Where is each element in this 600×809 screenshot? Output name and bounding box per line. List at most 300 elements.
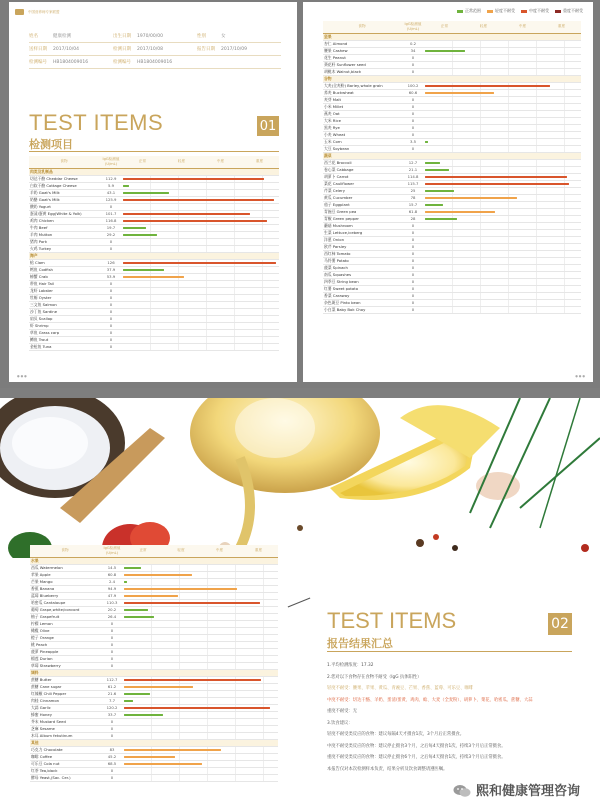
result-bar-cell [425,257,581,264]
food-name: 玉米 Corn [323,138,401,145]
result-bar-cell [425,54,581,61]
column-header: 中度 [200,545,239,557]
result-bar [425,169,449,171]
table-row [30,690,278,697]
title-en: TEST ITEMS [29,110,164,135]
food-name: 橄榄 Olive [30,627,100,634]
result-bar-cell [123,336,279,343]
igg-value: 0 [100,634,124,641]
igg-value: 0 [401,131,425,138]
result-bar [124,609,148,611]
result-bar [123,185,129,187]
igg-value: 0 [100,627,124,634]
food-name: 红茶 Tea,black [30,767,100,774]
result-bar-cell [425,173,581,180]
igg-value: 20.2 [100,606,124,613]
result-bar [425,85,550,87]
food-name: 胡萝卜 Carrot [323,173,401,180]
food-name: 虾 Shrimp [29,322,99,329]
igg-value: 61.8 [401,208,425,215]
igg-value: 0 [99,294,123,301]
table-row [30,641,278,648]
result-bar-cell [123,203,279,210]
igg-value: 83 [100,746,124,753]
food-name: 蛤 Clam [29,259,99,266]
food-name: 燕麦 Oat [323,110,401,117]
table-row [30,662,278,669]
result-bar [124,700,133,702]
table-row [30,592,278,599]
food-name: 桃 Peach [30,641,100,648]
result-bar [124,574,192,576]
result-bar-cell [124,697,278,704]
food-name: 胡桃木 Walnut,black [323,68,401,75]
table-row [30,774,278,781]
category-label: 坚果 [323,33,581,40]
food-name: 蔗糖 Cane sugar [30,683,100,690]
result-bar [425,218,457,220]
table-header-row [29,156,279,168]
result-bar-cell [425,264,581,271]
food-name: 榴莲 Durian [30,655,100,662]
result-bar [425,92,494,94]
table-row [323,68,581,75]
column-header: 食物 [29,156,99,168]
column-header: 中度 [503,21,542,33]
legend-swatch [521,10,527,13]
table-row [323,40,581,47]
igg-value: 100.2 [401,82,425,89]
igg-value: 0 [99,336,123,343]
table-row [323,131,581,138]
igg-value: 0 [100,648,124,655]
igg-value: 0.2 [401,40,425,47]
page-footer: ● ● ● [575,374,585,378]
summary-line: 1.平均检测浓度：17.32 [327,663,374,668]
legend-item [457,8,481,14]
table-row [29,175,279,182]
table-row [30,585,278,592]
result-bar [124,707,270,709]
result-bar-cell [124,718,278,725]
table-row [323,166,581,173]
result-bar-cell [425,194,581,201]
info-label: 出生日期 [113,34,131,39]
igg-value: 0 [100,718,124,725]
igg-value: 0 [100,732,124,739]
igg-value: 115.7 [401,180,425,187]
result-bar-cell [425,222,581,229]
legend-item [555,8,583,14]
food-name: 青椒 Green pepper [323,215,401,222]
table-header-row [30,545,278,557]
result-bar-cell [425,145,581,152]
igg-value: 0 [401,271,425,278]
food-name: 大米 Rice [323,117,401,124]
page-footer: ● ● ● [17,374,27,378]
legend-item [521,8,549,14]
summary-line: 中度不耐受类反应的食物：建议停止摄食3个月，之后每4天摄食1次，持续3个月后正常摄食。 [327,743,506,749]
food-name: 欧芹 Parsley [323,243,401,250]
info-row [29,30,281,43]
food-name: 木耳 Album fekutinum [30,732,100,739]
food-name: 香菜 Caraway [323,292,401,299]
result-bar-cell [124,760,278,767]
igg-value: 34 [401,47,425,54]
table-row [29,287,279,294]
result-bar-cell [123,238,279,245]
result-bar-cell [425,131,581,138]
legend-label: 正常范围 [465,8,481,13]
column-header: 正常 [425,21,464,33]
igg-value: 14.5 [100,564,124,571]
food-name: 香蕉 Banana [30,585,100,592]
table-row [30,655,278,662]
summary-line: 3.饮食建议： [327,720,353,726]
table-row [323,278,581,285]
result-bar-cell [425,47,581,54]
igg-value: 0 [401,229,425,236]
title-cn: 检测项目 [29,138,73,151]
food-name: 小白菜 Baby Bok Choy [323,306,401,313]
legend-swatch [487,10,493,13]
igg-value: 29.2 [99,231,123,238]
result-bar-cell [425,250,581,257]
table-row [30,676,278,683]
table-row [323,124,581,131]
result-bar-cell [124,774,278,781]
food-name: 荞麦 Buckwheat [323,89,401,96]
igg-value: 3.5 [401,138,425,145]
table-row [30,571,278,578]
food-name: 猪肉 Pork [29,238,99,245]
table-row [323,54,581,61]
result-bar-cell [123,266,279,273]
title-cn-2: 报告结果汇总 [327,637,393,650]
igg-value: 45.2 [100,753,124,760]
column-header: 轻度 [162,156,201,168]
igg-value: 0 [100,620,124,627]
igg-value: 0 [401,54,425,61]
food-name: 红薯 Sweet potato [323,285,401,292]
table-row [29,231,279,238]
result-bar-cell [124,571,278,578]
divider [29,151,279,152]
result-bar-cell [123,182,279,189]
result-bar-cell [123,343,279,350]
food-name: 柚子 Grapefruit [30,613,100,620]
table-row [29,182,279,189]
food-name: 橙子 Orange [30,634,100,641]
igg-value: 0 [401,250,425,257]
result-bar [123,269,164,271]
result-bar-cell [124,753,278,760]
result-bar [425,190,454,192]
food-name: 白软干酪 Cottage Cheese [29,182,99,189]
igg-value: 0 [99,203,123,210]
food-name: 牛肉 Beef [29,224,99,231]
column-header: 正常 [124,545,162,557]
food-name: 麦芽 Malt [323,96,401,103]
category-label: 蔬菜 [323,152,581,159]
table-row [30,767,278,774]
info-cell [197,33,281,39]
result-bar [425,204,443,206]
result-bar [425,176,567,178]
table-row [29,308,279,315]
igg-value: 43.1 [99,189,123,196]
result-bar [124,679,261,681]
result-bar-cell [124,746,278,753]
igg-value: 0 [401,278,425,285]
igg-value: 21.6 [100,690,124,697]
info-cell [29,33,113,39]
table-header-row [323,21,581,33]
result-bar-cell [124,564,278,571]
result-bar-cell [425,96,581,103]
table-row [30,718,278,725]
info-label: 姓名 [29,34,38,39]
food-name: 西兰花 Broccoli [323,159,401,166]
table-row [30,648,278,655]
food-name: 蜂蜜 Honey [30,711,100,718]
result-bar-cell [123,315,279,322]
food-name: 苹果 Apple [30,571,100,578]
table-row [323,138,581,145]
food-name: 酵母 Yeast,(Sac. Cer.) [30,774,100,781]
watermark [449,778,584,801]
igg-value: 0 [401,236,425,243]
igg-value: 0 [401,264,425,271]
info-value: 2017/10/08 [137,46,163,52]
igg-value: 0 [99,245,123,252]
food-name: 葡萄 Grape,white/concord [30,606,100,613]
column-header: IgG检测值 (U/mL) [401,21,425,33]
info-cell [113,59,197,65]
table-row [323,306,581,313]
food-name: 羊奶 Goat's Milk [29,189,99,196]
result-bar [123,199,274,201]
info-cell [197,46,281,52]
info-value: HB1804009016 [53,59,89,65]
table-row [29,217,279,224]
result-bar-cell [124,641,278,648]
igg-value: 78 [401,194,425,201]
result-bar-cell [425,201,581,208]
table-row [323,236,581,243]
result-bar-cell [124,690,278,697]
table-row [30,746,278,753]
result-bar-cell [425,103,581,110]
result-bar-cell [425,271,581,278]
igg-value: 0 [401,285,425,292]
result-bar [123,220,267,222]
igg-value: 0 [401,257,425,264]
food-name: 蔗糖 Butter [30,676,100,683]
food-name: 沙丁鱼 Sardine [29,308,99,315]
info-cell [29,46,113,52]
table-row [323,159,581,166]
info-label: 报告日期 [197,47,215,52]
food-name: 带鱼 Hair Tail [29,280,99,287]
result-bar-cell [425,285,581,292]
igg-value: 125.9 [99,196,123,203]
food-name: 茄子 Eggplant [323,201,401,208]
header-logo-text: 中国营养师专家联盟 [28,9,60,14]
food-name: 洋葱 Onion [323,236,401,243]
result-bar-cell [123,231,279,238]
result-bar [123,227,146,229]
igg-value: 0 [401,243,425,250]
igg-value: 26.4 [100,613,124,620]
info-cell [113,46,197,52]
results-table-fruits-condiments-other [30,545,278,782]
result-bar [123,192,169,194]
result-bar-cell [124,599,278,606]
table-row [30,578,278,585]
food-name: 扇贝 Scallop [29,315,99,322]
result-bar-cell [124,683,278,690]
result-bar-cell [425,61,581,68]
legend-label: 轻度不耐受 [495,8,515,13]
summary-line: 中度不耐受：切达干酪、羊奶、蛋清/蛋黄、鸡肉、蛤、大麦（全麦粉）、胡萝卜、菜花、哈密瓜、蔗糖、大蒜 [327,697,533,703]
igg-value: 0 [401,299,425,306]
table-row [323,215,581,222]
igg-value: 112.7 [100,676,124,683]
table-row [29,336,279,343]
table-row [29,189,279,196]
table-row [323,299,581,306]
column-header: IgG检测值 (U/mL) [99,156,123,168]
result-bar [123,276,184,278]
food-name: 金枪鱼 Tuna [29,343,99,350]
summary-line: 轻度不耐受：腰果、苹果、黄瓜、青豌豆、芒果、香蕉、蓝莓、可乐豆、咖啡 [327,686,474,691]
result-bar-cell [124,662,278,669]
legend-label: 中度不耐受 [529,8,549,13]
table-row [30,634,278,641]
result-bar-cell [123,308,279,315]
igg-value: 12.7 [401,159,425,166]
igg-value: 0 [100,767,124,774]
result-bar-cell [123,224,279,231]
result-bar-cell [124,606,278,613]
result-bar-cell [123,287,279,294]
igg-value: 94.9 [100,585,124,592]
igg-value: 126 [99,259,123,266]
food-name: 芒果 Mango [30,578,100,585]
table-row [30,753,278,760]
column-header: 中度 [201,156,240,168]
result-bar [124,714,163,716]
results-table-meat-seafood [29,156,279,351]
summary-line: 轻度不耐受类反应的食物：建议每隔4天才摄食1次，3个月后正常摄食。 [327,732,465,737]
result-bar-cell [124,592,278,599]
table-row [323,145,581,152]
result-bar-cell [124,648,278,655]
bottom-spread [0,398,600,809]
page-right-top [303,2,593,382]
result-bar-cell [123,273,279,280]
table-row [323,117,581,124]
food-name: 芥末 Mustard Seed [30,718,100,725]
igg-value: 60.8 [100,571,124,578]
igg-value: 101.7 [99,210,123,217]
food-name: 芹菜 Celery [323,187,401,194]
igg-value: 0 [401,124,425,131]
result-bar-cell [123,175,279,182]
food-name: 菜花 Cauliflower [323,180,401,187]
result-bar-cell [425,110,581,117]
category-label: 海产 [29,252,279,259]
category-row [323,33,581,40]
table-row [30,711,278,718]
result-bar-cell [123,294,279,301]
food-name: 柠檬 Lemon [30,620,100,627]
igg-value: 0 [401,222,425,229]
food-name: 大豆 Soybean [323,145,401,152]
table-row [29,301,279,308]
legend-swatch [555,10,561,13]
results-summary [327,662,582,777]
result-bar-cell [425,215,581,222]
food-name: 菠萝 Pineapple [30,648,100,655]
igg-value: 0 [100,662,124,669]
result-bar [124,595,178,597]
result-bar [124,588,237,590]
igg-value: 0 [401,117,425,124]
table-row [30,620,278,627]
result-bar-cell [124,732,278,739]
table-row [323,292,581,299]
summary-line: 重度不耐受：无 [327,709,358,714]
result-bar [124,763,202,765]
igg-value: 25 [401,187,425,194]
igg-value: 0 [401,68,425,75]
igg-value: 0 [99,287,123,294]
food-name: 黄瓜 Cucumber [323,194,401,201]
result-bar-cell [425,159,581,166]
summary-line: 重度不耐受类反应的食物：建议停止摄食6个月，之后每4天摄食1次，持续3个月后正常摄食。 [327,755,506,760]
category-row [323,152,581,159]
igg-value: 28 [401,215,425,222]
result-bar-cell [123,210,279,217]
result-bar-cell [124,767,278,774]
result-bar [124,686,193,688]
table-row [29,203,279,210]
table-row [323,187,581,194]
table-row [323,89,581,96]
igg-value: 0 [401,61,425,68]
table-row [30,599,278,606]
result-bar-cell [425,243,581,250]
column-header: 重度 [542,21,581,33]
table-row [29,294,279,301]
result-bar-cell [124,655,278,662]
igg-value: 61.2 [100,683,124,690]
result-bar-cell [124,620,278,627]
info-value: 女 [221,34,226,39]
category-row [30,739,278,746]
table-row [323,208,581,215]
category-row [30,557,278,564]
legend-swatch [457,10,463,13]
food-name: 杂色斑豆 Pinto bean [323,299,401,306]
result-bar-cell [123,259,279,266]
igg-value: 0 [401,103,425,110]
result-bar-cell [425,278,581,285]
result-bar [124,616,154,618]
igg-value: 53.9 [99,273,123,280]
